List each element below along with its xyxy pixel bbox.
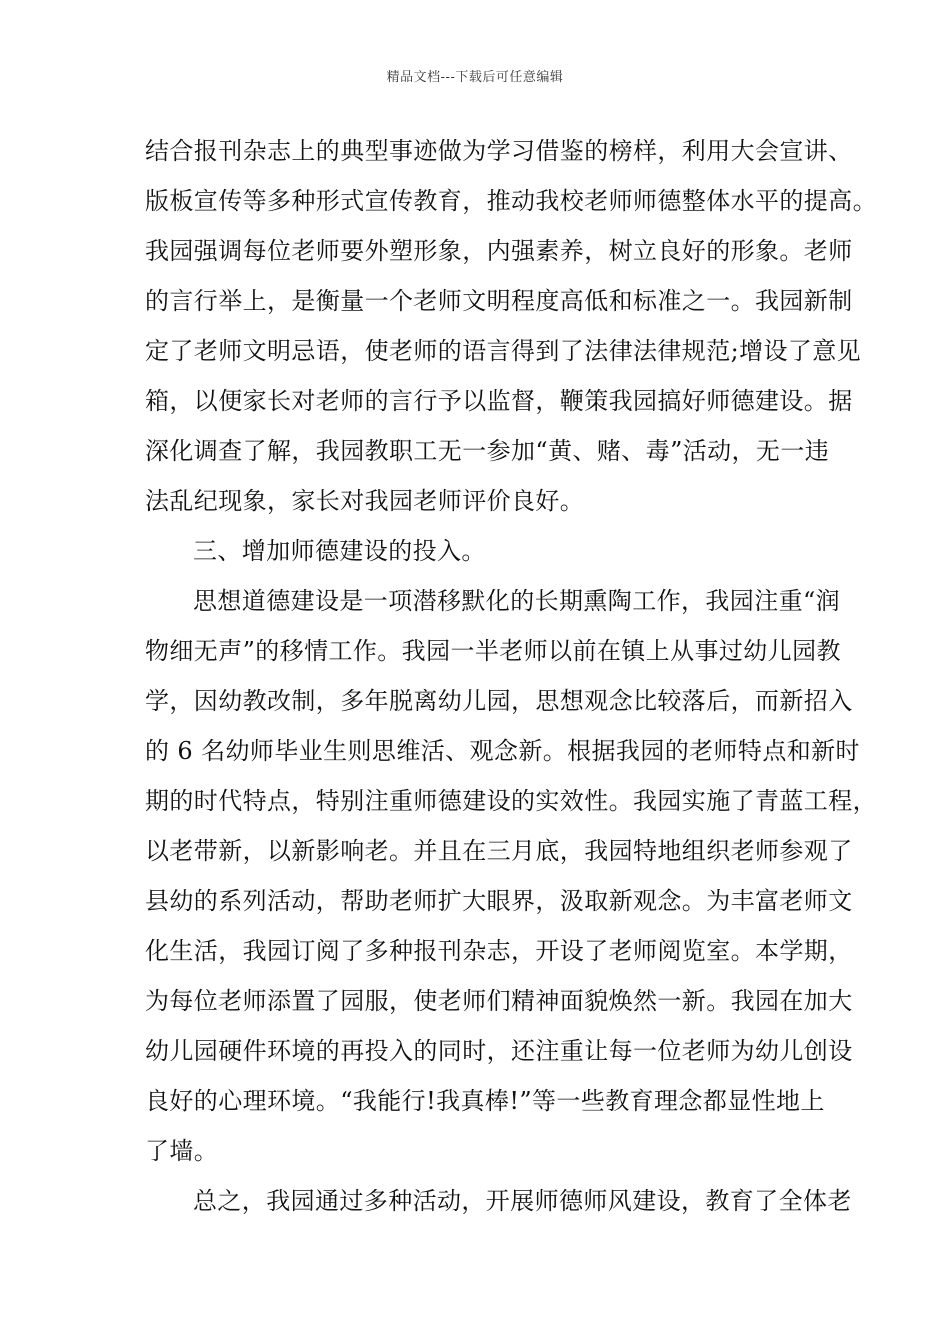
text-line: 版板宣传等多种形式宣传教育，推动我校老师师德整体水平的提高。 [145,187,877,215]
text-line: 化生活，我园订阅了多种报刊杂志，开设了老师阅览室。本学期， [145,937,853,965]
text-line: 为每位老师添置了园服，使老师们精神面貌焕然一新。我园在加大 [145,987,853,1015]
text-line: 思想道德建设是一项潜移默化的长期熏陶工作，我园注重“润 [193,587,841,615]
text-line: 幼儿园硬件环境的再投入的同时，还注重让每一位老师为幼儿创设 [145,1037,853,1065]
text-line: 深化调查了解，我园教职工无一参加“黄、赌、毒”活动，无一违 [145,437,830,465]
text-line: 我园强调每位老师要外塑形象，内强素养，树立良好的形象。老师 [145,237,853,265]
text-line: 定了老师文明忌语，使老师的语言得到了法律法律规范;增设了意见 [145,337,862,365]
text-line: 县幼的系列活动，帮助老师扩大眼界，汲取新观念。为丰富老师文 [145,887,853,915]
text-line: 总之，我园通过多种活动，开展师德师风建设，教育了全体老 [193,1187,852,1215]
page-header: 精品文档---下载后可任意编辑 [386,70,564,85]
text-line: 了墙。 [145,1137,219,1165]
text-line: 学，因幼教改制，多年脱离幼儿园，思想观念比较落后，而新招入 [145,687,853,715]
text-line: 箱，以便家长对老师的言行予以监督，鞭策我园搞好师德建设。据 [145,387,853,415]
text-line: 良好的心理环境。“我能行!我真棒!”等一些教育理念都显性地上 [145,1087,825,1115]
text-line: 以老带新，以新影响老。并且在三月底，我园特地组织老师参观了 [145,837,853,865]
text-line: 法乱纪现象，家长对我园老师评价良好。 [145,487,585,515]
text-line: 的言行举上，是衡量一个老师文明程度高低和标准之一。我园新制 [145,287,853,315]
text-line: 结合报刊杂志上的典型事迹做为学习借鉴的榜样，利用大会宣讲、 [145,137,853,165]
text-line: 的 6 名幼师毕业生则思维活、观念新。根据我园的老师特点和新时 [145,737,860,765]
text-line: 期的时代特点，特别注重师德建设的实效性。我园实施了青蓝工程， [145,787,877,815]
section-heading: 三、增加师德建设的投入。 [193,537,486,565]
text-line: 物细无声”的移情工作。我园一半老师以前在镇上从事过幼儿园教 [145,637,841,665]
